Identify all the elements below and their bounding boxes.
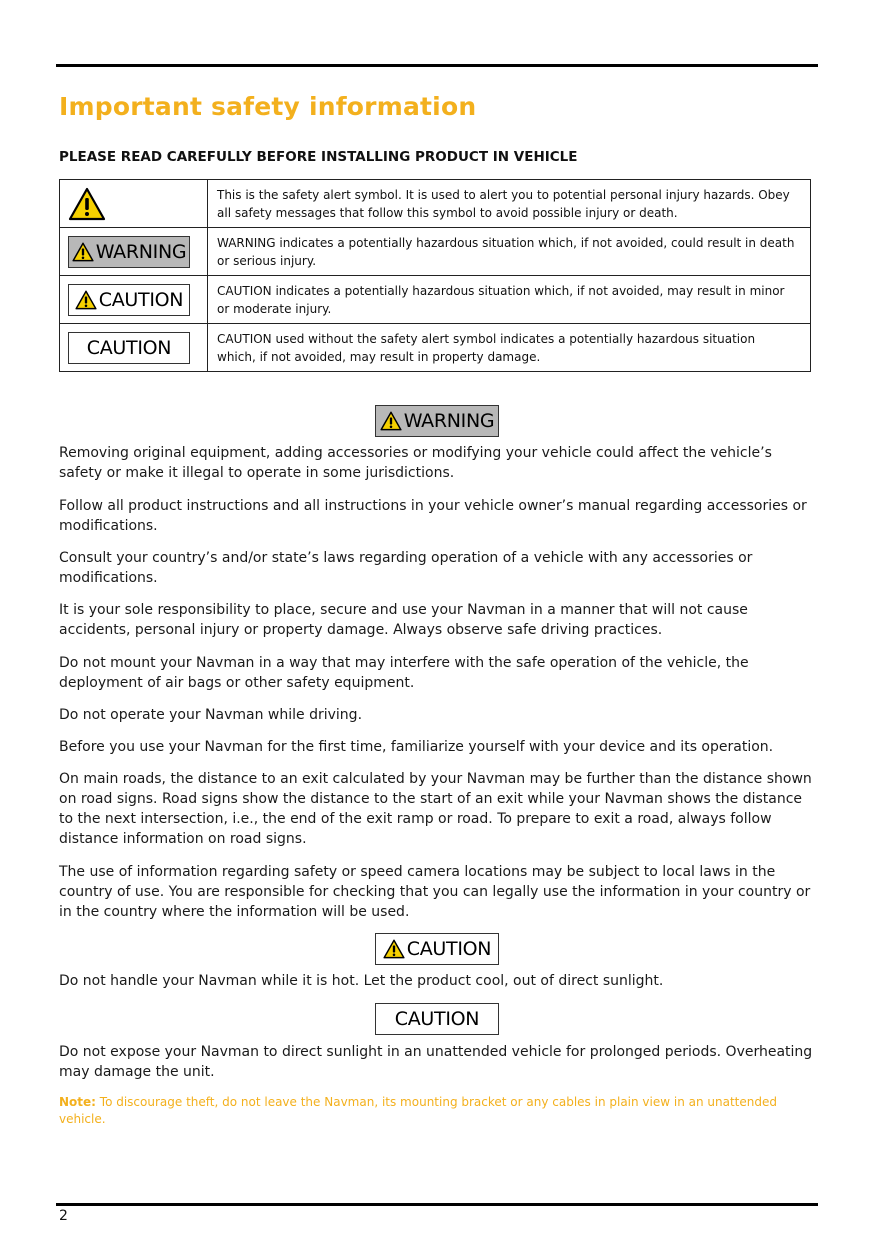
theft-note [59,1094,819,1128]
warning-paragraph: Do not mount your Navman in a way that may interfere with the safe operation of the vehicle, the deployment of air bags or other safety equipment. [59,655,749,691]
caution-plain-paragraph: Do not expose your Navman to direct sunlight in an unattended vehicle for prolonged periods. Overheating may damage the unit. [59,1044,813,1080]
warning-paragraph: It is your sole responsibility to place, secure and use your Navman in a manner that will not cause accidents, personal injury or property damage. Always observe safe driving practices. [59,602,748,638]
warning-sign-label: WARNING [403,410,495,432]
warning-paragraph: On main roads, the distance to an exit calculated by your Navman may be further than the distance shown on road signs. Road signs show the distance to the start of an exit while your Navman shows the distance to the next intersection, i.e., the end of the exit ramp or road. To prepare to exit a road, always follow distance information on road signs. [59,771,812,847]
warning-section-sign [375,405,499,437]
caution-alert-section-sign [375,933,499,965]
safety-alert-icon [380,411,402,431]
note-text: To discourage theft, do not leave the Navman, its mounting bracket or any cables in plain view in an unattended vehicle. [59,1095,777,1126]
warning-paragraph: Consult your country’s and/or state’s laws regarding operation of a vehicle with any accessories or modifications. [59,550,753,586]
bottom-rule [56,1203,818,1206]
caution-alert-sign [68,284,190,316]
page-title: Important safety information [59,92,477,121]
caution-alert-paragraph: Do not handle your Navman while it is hot. Let the product cool, out of direct sunlight. [59,973,664,989]
safety-alert-icon [72,242,94,262]
note-label: Note: [59,1095,96,1109]
legend-row-alert [60,180,811,228]
legend-row-caution-plain [60,324,811,372]
warning-sign-label: WARNING [95,240,187,263]
caution-plain-sign: CAUTION [68,332,190,364]
page-number: 2 [59,1208,68,1224]
legend-symbol-cell [60,324,208,372]
warning-paragraph: Before you use your Navman for the first time, familiarize yourself with your device and its operation. [59,739,774,755]
legend-description: WARNING indicates a potentially hazardous situation which, if not avoided, could result in death or serious injury. [208,228,811,276]
warning-paragraph: Follow all product instructions and all instructions in your vehicle owner’s manual regarding accessories or modifications. [59,498,807,534]
caution-plain-section-sign: CAUTION [375,1003,499,1035]
legend-description: CAUTION used without the safety alert symbol indicates a potentially hazardous situation which, if not avoided, may result in property damage. [208,324,811,372]
warning-paragraph: Do not operate your Navman while driving. [59,707,363,723]
legend-row-caution-alert [60,276,811,324]
legend-symbol-cell [60,228,208,276]
warning-paragraph: The use of information regarding safety or speed camera locations may be subject to local laws in the country of use. You are responsible for checking that you can legally use the information in your country or in the country where the information will be used. [59,864,811,920]
legend-row-warning [60,228,811,276]
legend-symbol-cell [60,276,208,324]
caution-sign-label: CAUTION [406,938,492,960]
signal-word-legend-table [59,179,811,372]
legend-description: This is the safety alert symbol. It is used to alert you to potential personal injury hazards. Obey all safety messages that follow this symbol to avoid possible injury or death. [208,180,811,228]
legend-description: CAUTION indicates a potentially hazardous situation which, if not avoided, may result in minor or moderate injury. [208,276,811,324]
warning-paragraph: Removing original equipment, adding accessories or modifying your vehicle could affect the vehicle’s safety or make it illegal to operate in some jurisdictions. [59,445,772,481]
safety-alert-icon [68,187,106,221]
legend-symbol-cell [60,180,208,228]
warning-sign [68,236,190,268]
safety-alert-icon [75,290,97,310]
caution-sign-label: CAUTION [98,288,184,311]
page-subtitle: PLEASE READ CAREFULLY BEFORE INSTALLING PRODUCT IN VEHICLE [59,149,578,165]
safety-alert-icon [383,939,405,959]
top-rule [56,64,818,67]
